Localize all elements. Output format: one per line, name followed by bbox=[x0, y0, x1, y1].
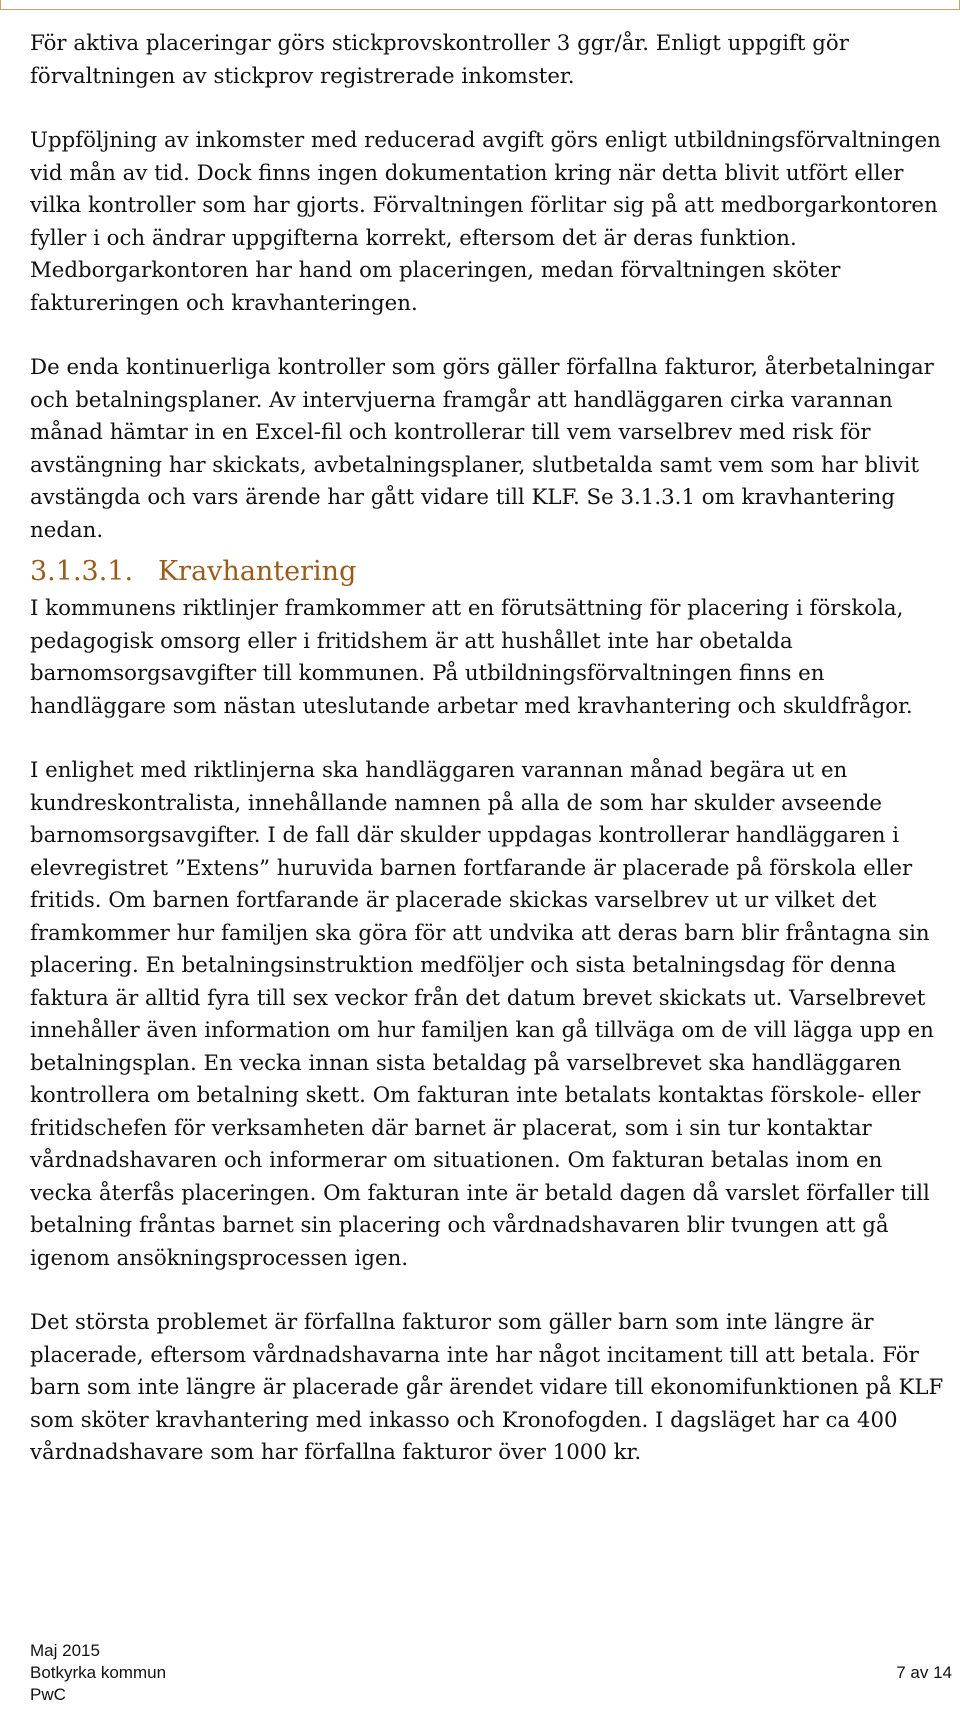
page-top-rule bbox=[0, 0, 960, 10]
footer-date: Maj 2015 bbox=[30, 1641, 100, 1660]
paragraph: I kommunens riktlinjer framkommer att en förutsättning för placering i förskola, pedagogisk omsorg eller i fritidshem är att hushållet inte har obetalda barnomsorgsavgifter till kommunen. På utbildningsförvaltningen finns en handläggare som nästan uteslutande arbetar med kravhantering och skuldfrågor. bbox=[30, 596, 913, 719]
paragraph: Det största problemet är förfallna fakturor som gäller barn som inte längre är placerade, eftersom vårdnadshavarna inte har något incitament till att betala. För barn som inte längre är placerade går ärendet vidare till ekonomifunktionen på KLF som sköter kravhantering med inkasso och Kronofogden. I dagsläget har ca 400 vårdnadshavare som har förfallna fakturor över 1000 kr. bbox=[30, 1310, 944, 1465]
paragraph: I enlighet med riktlinjerna ska handläggaren varannan månad begära ut en kundreskontralista, innehållande namnen på alla de som har skulder avseende barnomsorgsavgifter. I de fall där skulder uppdagas kontrollerar handläggaren i elevregistret ”Extens” huruvida barnen fortfarande är placerade på förskola eller fritids. Om barnen fortfarande är placerade skickas varselbrev ut ur vilket det framkommer hur familjen ska göra för att undvika att deras barn blir fråntagna sin placering. En betalningsinstruktion medföljer och sista betalningsdag för denna faktura är alltid fyra till sex veckor från det datum brevet skickats ut. Varselbrevet innehåller även information om hur familjen kan gå tillväga om de vill lägga upp en betalningsplan. En vecka innan sista betaldag på varselbrevet ska handläggaren kontrollera om betalning skett. Om fakturan inte betalats kontaktas förskole- eller fritidschefen för verksamheten där barnet är placerat, som i sin tur kontaktar vårdnadshavaren och informerar om situationen. Om fakturan betalas inom en vecka återfås placeringen. Om fakturan inte är betald dagen då varslet förfaller till betalning fråntas barnet sin placering och vårdnadshavaren blir tvungen att gå igenom ansökningsprocessen igen. bbox=[30, 758, 934, 1271]
section-heading bbox=[30, 555, 945, 589]
document-body bbox=[30, 28, 945, 1502]
footer-firm: PwC bbox=[30, 1685, 66, 1704]
footer-page-number: 7 av 14 bbox=[896, 1663, 952, 1682]
paragraph: För aktiva placeringar görs stickprovskontroller 3 ggr/år. Enligt uppgift gör förvaltningen av stickprov registrerade inkomster. bbox=[30, 31, 849, 89]
section-title: Kravhantering bbox=[158, 556, 357, 587]
page-footer bbox=[30, 1640, 952, 1706]
footer-client: Botkyrka kommun bbox=[30, 1663, 167, 1682]
section-number: 3.1.3.1. bbox=[30, 556, 134, 587]
paragraph: De enda kontinuerliga kontroller som görs gäller förfallna fakturor, återbetalningar och betalningsplaner. Av intervjuerna framgår att handläggaren cirka varannan månad hämtar in en Excel-fil och kontrollerar till vem varselbrev med risk för avstängning har skickats, avbetalningsplaner, slutbetalda samt vem som har blivit avstängda och vars ärende har gått vidare till KLF. Se 3.1.3.1 om kravhantering nedan. bbox=[30, 355, 934, 543]
paragraph: Uppföljning av inkomster med reducerad avgift görs enligt utbildningsförvaltningen vid mån av tid. Dock finns ingen dokumentation kring när detta blivit utfört eller vilka kontroller som har gjorts. Förvaltningen förlitar sig på att medborgarkontoren fyller i och ändrar uppgifterna korrekt, eftersom det är deras funktion. Medborgarkontoren har hand om placeringen, medan förvaltningen sköter faktureringen och kravhanteringen. bbox=[30, 128, 941, 316]
